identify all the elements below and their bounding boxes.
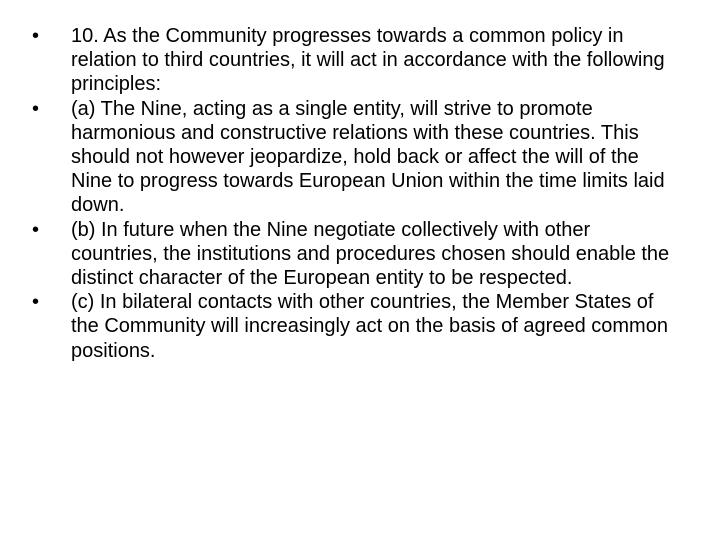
bullet-text: (b) In future when the Nine negotiate collectively with other countries, the institutions and procedures chosen should enable the distinct character of the European entity to be respected. — [71, 218, 670, 290]
bullet-text: (a) The Nine, acting as a single entity, will strive to promote harmonious and constructive relations with these countries. This should not however jeopardize, hold back or affect the will of the Nine to progress towards European Union within the time limits laid down. — [71, 97, 665, 217]
bullet-list — [32, 24, 680, 363]
bullet-item-principle-a — [32, 97, 680, 218]
bullet-icon: • — [32, 291, 40, 314]
bullet-item-principle-b — [32, 218, 680, 291]
bullet-text: (c) In bilateral contacts with other countries, the Member States of the Community will increasingly act on the basis of agreed common positions. — [71, 291, 668, 362]
bullet-text: 10. As the Community progresses towards a common policy in relation to third countries, it will act in accordance with the following principles: — [71, 25, 665, 96]
bullet-item-principles-intro — [32, 24, 680, 97]
bullet-icon: • — [32, 97, 40, 120]
bullet-item-principle-c — [32, 290, 680, 363]
bullet-icon: • — [32, 25, 40, 47]
bullet-icon: • — [32, 218, 40, 241]
